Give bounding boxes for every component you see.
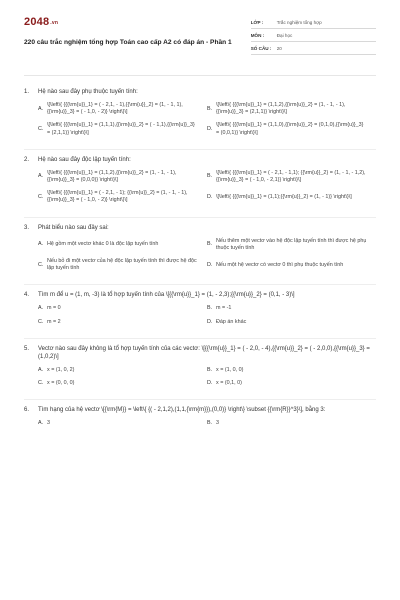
answer-option[interactable]	[38, 122, 207, 136]
meta-value: Trắc nghiệm tổng hợp	[276, 19, 322, 25]
answer-option[interactable]	[38, 238, 207, 252]
option-letter: D.	[207, 261, 213, 268]
option-text: Nếu bỏ đi một vectơ của hệ độc lập tuyến tính thì được hệ độc lập tuyến tính	[47, 258, 197, 272]
answer-option[interactable]	[38, 190, 207, 204]
answer-option[interactable]	[38, 319, 207, 326]
option-text: \[\left\{ {{{\rm{u}}_1} = (1,1,1),{{\rm{u}}_2} = ( - 1,1),{{\rm{u}}_3} = (2,1,1)} \right\}\]	[47, 122, 195, 136]
answer-options	[24, 305, 376, 331]
question-item	[24, 88, 376, 150]
question-text: Tìm m để u = (1, m, -3) là tổ hợp tuyến tính của \[{{\rm{u}}_1} = (1, - 2,3);{{\rm{u}}_2} = (0,1, - 3)\]	[38, 292, 295, 299]
option-letter: C.	[38, 193, 44, 200]
option-letter: D.	[207, 380, 213, 387]
answer-options	[24, 367, 376, 393]
option-text: \[\left\{ {{{\rm{u}}_1} = (1,1,2),{{\rm{u}}_2} = (1, - 1, - 1),{{\rm{u}}_3} = (0,0,0)} \right\}\]	[47, 169, 177, 184]
question-item	[24, 291, 376, 338]
option-text: 3	[47, 420, 50, 427]
option-letter: A.	[38, 366, 44, 373]
question-text: Phát biểu nào sau đây sai:	[38, 224, 109, 231]
option-text: \[\left\{ {{{\rm{u}}_1} = (1,1,2),{{\rm{u}}_2} = (1, - 1, - 1),{{\rm{u}}_3} = (2,1,1)} \right\}\]	[216, 102, 346, 116]
answer-options	[24, 238, 376, 279]
option-letter: C.	[38, 380, 44, 387]
answer-option[interactable]	[207, 238, 376, 252]
question-number: 4.	[24, 292, 30, 299]
question-item	[24, 156, 376, 218]
answer-option[interactable]	[207, 190, 376, 204]
answer-option[interactable]	[207, 420, 376, 427]
option-letter: B.	[207, 305, 213, 312]
option-letter: B.	[207, 420, 213, 427]
option-letter: C.	[38, 318, 44, 325]
answer-option[interactable]	[207, 170, 376, 184]
question-stem	[24, 88, 376, 96]
option-letter: B.	[207, 366, 213, 373]
option-text: \[\left\{ {{{\rm{u}}_1} = ( - 2,1, - 1); {{\rm{u}}_2} = (1, - 1, - 1),{{\rm{u}}_3} = ( - 1,0, - 2)} \right\}\]	[47, 190, 188, 204]
question-number: 1.	[24, 89, 30, 95]
option-letter: D.	[207, 318, 213, 325]
option-text: \[\left\{ {{{\rm{u}}_1} = (1,1);{{\rm{u}}_2} = (1, - 1)} \right\}\]	[216, 193, 352, 200]
question-item	[24, 345, 376, 400]
header-meta	[251, 14, 376, 75]
option-text: x = (0, 0, 0)	[47, 380, 75, 387]
option-text: Nếu thêm một vectơ vào hệ độc lập tuyến tính thì được hệ phụ thuộc tuyến tính	[216, 237, 367, 251]
logo-suffix: .vn	[50, 20, 59, 26]
option-letter: A.	[38, 241, 44, 248]
option-text: \[\left\{ {{{\rm{u}}_1} = ( - 2,1, - 1,1); {{\rm{u}}_2} = (1, - 1, - 1,2),{{\rm{u}}_3} = ( - 1,0, - 2,1)} \right\}\]	[216, 169, 366, 184]
meta-key: LỚP :	[250, 19, 264, 25]
option-text: 3	[216, 420, 219, 427]
question-stem	[24, 291, 376, 299]
question-stem	[24, 224, 376, 232]
meta-count-row	[251, 42, 376, 55]
option-text: m = 0	[47, 305, 61, 312]
option-letter: D.	[207, 193, 213, 200]
question-list	[24, 76, 376, 439]
answer-option[interactable]	[38, 258, 207, 272]
question-stem	[24, 156, 376, 164]
option-letter: A.	[38, 305, 44, 312]
option-letter: A.	[38, 420, 44, 427]
answer-option[interactable]	[207, 258, 376, 272]
meta-value: Đại học	[276, 32, 293, 38]
answer-option[interactable]	[207, 122, 376, 136]
answer-option[interactable]	[207, 319, 376, 326]
question-item	[24, 406, 376, 439]
answer-option[interactable]	[38, 170, 207, 184]
option-text: \[\left\{ {{{\rm{u}}_1} = (1,1,0),{{\rm{u}}_2} = (0,1,0),{{\rm{u}}_3} = (0,0,1)} \right\}\]	[216, 122, 364, 136]
question-stem	[24, 406, 376, 414]
option-letter: A.	[38, 173, 44, 180]
answer-options	[24, 170, 376, 211]
question-text: Hệ nào sau đây phụ thuộc tuyến tính:	[38, 89, 138, 95]
option-text: x = (1, 0, 0)	[216, 366, 244, 373]
option-letter: A.	[38, 105, 44, 112]
answer-option[interactable]	[38, 367, 207, 374]
answer-option[interactable]	[207, 367, 376, 374]
logo-main: 2048	[24, 16, 50, 28]
option-text: m = -1	[216, 305, 232, 312]
option-text: \[\left\{ {{{\rm{u}}_1} = ( - 2,1, - 1),{{\rm{u}}_2} = (1, - 1, 1),{{\rm{u}}_3} = ( - 1,0, - 2)} \right\}\]	[47, 102, 183, 116]
answer-option[interactable]	[38, 102, 207, 116]
question-text: Tìm hạng của hệ vectơ \[{\rm{M}} = \left\{ {( - 2,1,2),(1,1,{\rm{m}}),(0,0)} \right\} \subset {{\rm{R}}^3}\], bằng 3:	[38, 407, 326, 414]
answer-option[interactable]	[207, 102, 376, 116]
document-title: 220 câu trắc nghiệm tổng hợp Toán cao cấp A2 có đáp án - Phần 1	[24, 39, 232, 46]
site-logo[interactable]	[24, 16, 251, 28]
question-text: Vectơ nào sau đây không là tổ hợp tuyến tính của các vectơ: \[{{\rm{u}}_1} = ( - 2,0, - 4),{{\rm{u}}_2} = ( - 2,0,0),{{\rm{u}}_3} = (1,0,2)\]	[38, 345, 370, 360]
question-number: 3.	[24, 224, 30, 231]
answer-option[interactable]	[38, 380, 207, 387]
meta-subject-row	[251, 29, 376, 42]
option-text: m = 2	[47, 318, 61, 325]
meta-key: SỐ CÂU :	[250, 45, 272, 51]
question-number: 6.	[24, 407, 30, 414]
answer-options	[24, 102, 376, 143]
option-text: Nếu một hệ vectơ có vectơ 0 thì phụ thuộc tuyến tính	[216, 261, 344, 268]
meta-key: MÔN :	[250, 32, 265, 38]
question-text: Hệ nào sau đây độc lập tuyến tính:	[38, 156, 131, 163]
option-letter: B.	[207, 105, 213, 112]
question-number: 5.	[24, 345, 30, 352]
option-letter: B.	[207, 241, 213, 248]
option-text: x = (0,1, 0)	[216, 380, 242, 387]
option-text: x = (1, 0, 2)	[47, 366, 75, 373]
option-letter: C.	[38, 261, 44, 268]
meta-value: 20	[276, 45, 282, 51]
answer-options	[24, 420, 376, 433]
answer-option[interactable]	[38, 420, 207, 427]
question-number: 2.	[24, 156, 30, 163]
question-item	[24, 224, 376, 286]
answer-option[interactable]	[207, 380, 376, 387]
meta-class-row	[251, 16, 376, 29]
answer-option[interactable]	[38, 305, 207, 312]
option-text: Đáp án khác	[216, 318, 247, 325]
document-header	[24, 14, 376, 76]
question-stem	[24, 345, 376, 361]
option-letter: B.	[207, 173, 213, 180]
header-left	[24, 14, 251, 75]
option-text: Hệ gồm một vectơ khác 0 là độc lập tuyến tính	[47, 241, 159, 248]
option-letter: C.	[38, 126, 44, 132]
answer-option[interactable]	[207, 305, 376, 312]
option-letter: D.	[207, 126, 213, 132]
